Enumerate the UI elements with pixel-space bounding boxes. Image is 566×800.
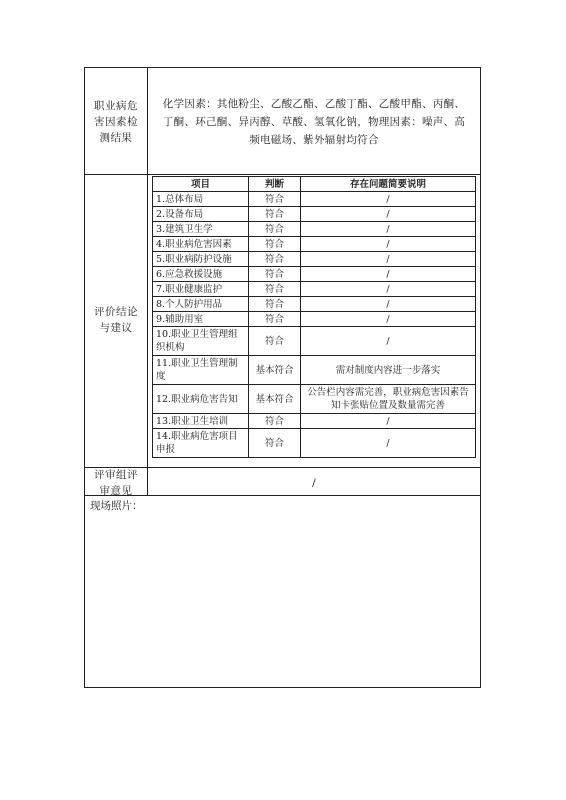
table-row <box>153 207 476 222</box>
judgement-cell: 基本符合 <box>249 385 301 414</box>
judgement-cell: 符合 <box>249 282 301 297</box>
item-cell: 4.职业病危害因素 <box>153 237 249 252</box>
header-note: 存在问题简要说明 <box>301 177 476 192</box>
note-cell: 公告栏内容需完善，职业病危害因素告知卡张贴位置及数量需完善 <box>301 385 476 414</box>
judgement-cell: 符合 <box>249 297 301 312</box>
item-cell: 12.职业病危害告知 <box>153 385 249 414</box>
table-row <box>153 297 476 312</box>
table-row <box>153 282 476 297</box>
note-cell: / <box>301 414 476 429</box>
label-line: 评价结论 <box>94 306 138 318</box>
table-row <box>153 414 476 429</box>
table-row <box>153 356 476 385</box>
evaluation-table <box>152 176 476 458</box>
table-row <box>153 252 476 267</box>
row-divider <box>84 174 481 175</box>
note-cell: / <box>301 192 476 207</box>
note-cell: / <box>301 252 476 267</box>
note-cell: / <box>301 267 476 282</box>
table-row <box>153 222 476 237</box>
judgement-cell: 符合 <box>249 207 301 222</box>
item-cell: 11.职业卫生管理制度 <box>153 356 249 385</box>
item-cell: 10.职业卫生管理组织机构 <box>153 327 249 356</box>
note-cell: / <box>301 312 476 327</box>
review-opinion-content: / <box>312 477 316 489</box>
table-row <box>153 312 476 327</box>
review-opinion-label <box>86 467 146 499</box>
judgement-cell: 符合 <box>249 222 301 237</box>
content-line: 化学因素：其他粉尘、乙酸乙酯、乙酸丁酯、乙酸甲酯、丙酮、 <box>162 98 466 110</box>
table-row <box>153 237 476 252</box>
label-line: 审意见 <box>99 485 133 497</box>
label-line: 害因素检 <box>94 116 138 128</box>
column-divider <box>147 67 148 495</box>
detection-results-label <box>86 98 146 146</box>
label-line: 测结果 <box>99 132 133 144</box>
judgement-cell: 符合 <box>249 429 301 458</box>
site-photos-label: 现场照片： <box>90 500 143 512</box>
label-line: 评审组评 <box>94 469 138 481</box>
table-row <box>153 192 476 207</box>
judgement-cell: 符合 <box>249 237 301 252</box>
content-line: 丁酮、环己酮、异丙醇、草酸、氢氧化钠，物理因素：噪声、高 <box>162 116 466 128</box>
table-header-row <box>153 177 476 192</box>
table-row <box>153 267 476 282</box>
item-cell: 1.总体布局 <box>153 192 249 207</box>
judgement-cell: 符合 <box>249 192 301 207</box>
note-cell: / <box>301 237 476 252</box>
item-cell: 8.个人防护用品 <box>153 297 249 312</box>
judgement-cell: 符合 <box>249 414 301 429</box>
item-cell: 6.应急救援设施 <box>153 267 249 282</box>
note-cell: / <box>301 429 476 458</box>
judgement-cell: 符合 <box>249 327 301 356</box>
note-cell: / <box>301 222 476 237</box>
item-cell: 2.设备布局 <box>153 207 249 222</box>
judgement-cell: 符合 <box>249 252 301 267</box>
item-cell: 13.职业卫生培训 <box>153 414 249 429</box>
label-line: 职业病危 <box>94 100 138 112</box>
item-cell: 3.建筑卫生学 <box>153 222 249 237</box>
header-item: 项目 <box>153 177 249 192</box>
judgement-cell: 符合 <box>249 267 301 282</box>
evaluation-conclusion-label <box>86 304 146 336</box>
label-line: 与建议 <box>99 322 133 334</box>
table-row <box>153 385 476 414</box>
judgement-cell: 符合 <box>249 312 301 327</box>
note-cell: / <box>301 297 476 312</box>
header-judgement: 判断 <box>249 177 301 192</box>
item-cell: 14.职业病危害项目申报 <box>153 429 249 458</box>
item-cell: 7.职业健康监护 <box>153 282 249 297</box>
table-row <box>153 429 476 458</box>
note-cell: 需对制度内容进一步落实 <box>301 356 476 385</box>
table-row <box>153 327 476 356</box>
item-cell: 5.职业病防护设施 <box>153 252 249 267</box>
judgement-cell: 基本符合 <box>249 356 301 385</box>
note-cell: / <box>301 282 476 297</box>
content-line: 频电磁场、紫外辐射均符合 <box>249 134 379 146</box>
note-cell: / <box>301 207 476 222</box>
item-cell: 9.辅助用室 <box>153 312 249 327</box>
detection-results-content <box>151 95 477 149</box>
note-cell: / <box>301 327 476 356</box>
